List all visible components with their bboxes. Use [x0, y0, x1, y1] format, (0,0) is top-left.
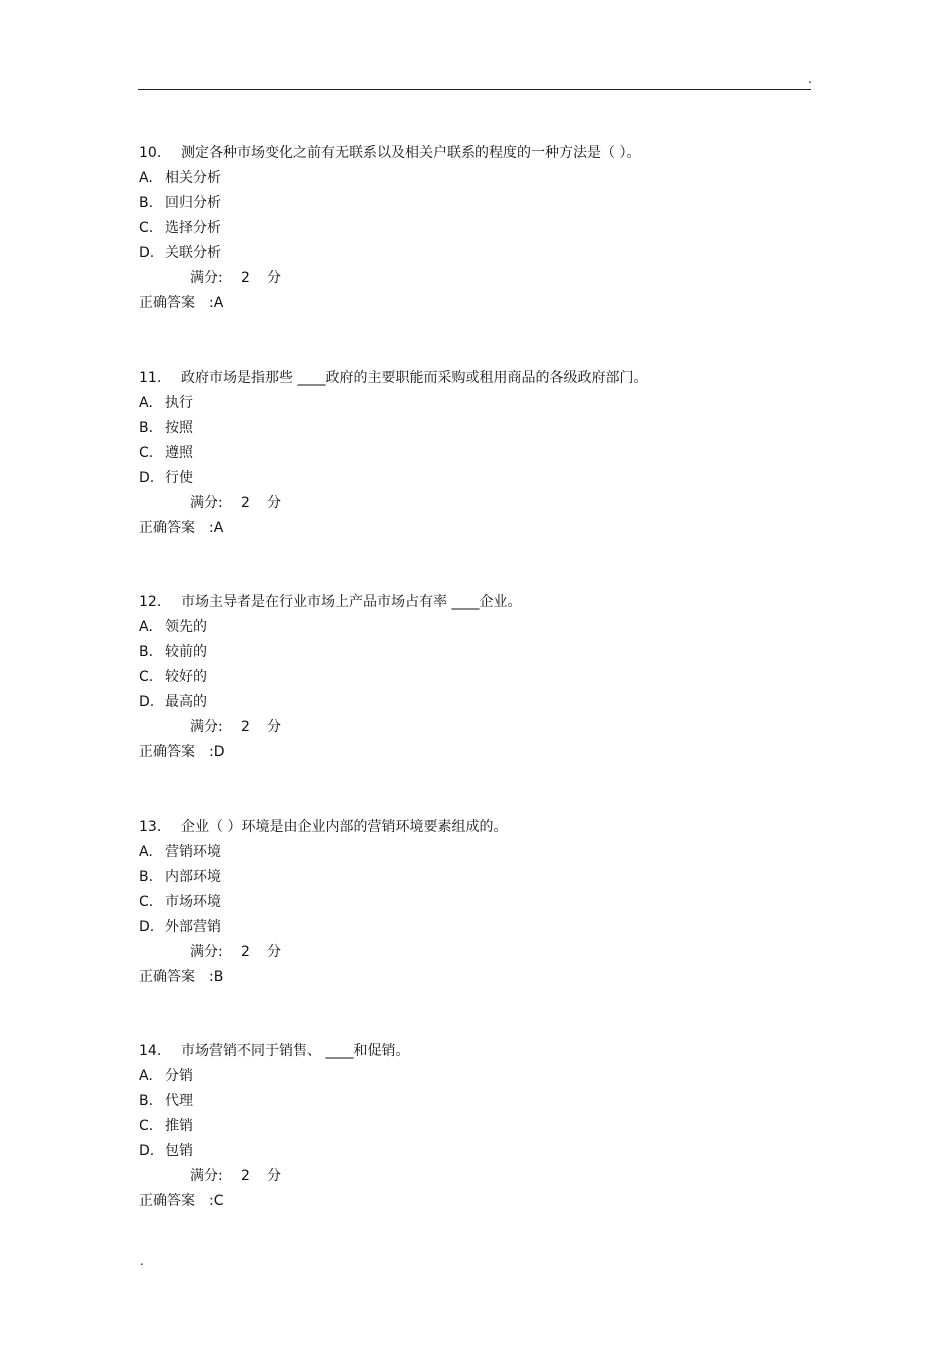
option-c: [139, 890, 819, 915]
option-text: 推销: [165, 1118, 193, 1134]
score-line: [139, 715, 819, 740]
score-value: 2: [241, 719, 250, 735]
option-letter: B.: [139, 869, 154, 885]
question-text: 市场主导者是在行业市场上产品市场占有率 ____企业。: [181, 594, 522, 610]
score-label: 满分:: [190, 270, 223, 286]
option-letter: A.: [139, 1068, 153, 1084]
option-letter: A.: [139, 619, 153, 635]
option-b: [139, 1089, 819, 1114]
option-text: 选择分析: [165, 220, 221, 236]
score-unit: 分: [267, 944, 281, 960]
option-letter: C.: [139, 894, 154, 910]
answer-label: 正确答案: [139, 969, 195, 985]
question-text: 政府市场是指那些 ____政府的主要职能而采购或租用商品的各级政府部门。: [181, 370, 648, 386]
score-unit: 分: [267, 495, 281, 511]
option-a: [139, 1064, 819, 1089]
question-stem: [139, 1039, 819, 1064]
option-text: 内部环境: [165, 869, 221, 885]
option-text: 外部营销: [165, 919, 221, 935]
option-letter: A.: [139, 395, 153, 411]
option-a: [139, 166, 819, 191]
answer-line: [139, 1189, 819, 1214]
score-value: 2: [241, 944, 250, 960]
score-value: 2: [241, 495, 250, 511]
option-letter: B.: [139, 644, 154, 660]
option-letter: C.: [139, 1118, 154, 1134]
option-d: [139, 241, 819, 266]
question-13: [139, 815, 819, 990]
question-stem: [139, 590, 819, 615]
option-a: [139, 615, 819, 640]
option-d: [139, 690, 819, 715]
question-number: 11.: [139, 370, 162, 386]
option-letter: D.: [139, 470, 155, 486]
option-text: 最高的: [165, 694, 207, 710]
question-text: 市场营销不同于销售、 ____和促销。: [181, 1043, 410, 1059]
header-rule: [138, 89, 811, 90]
option-letter: A.: [139, 844, 153, 860]
question-stem: [139, 815, 819, 840]
option-letter: D.: [139, 1143, 155, 1159]
footer-dot: .: [140, 1254, 144, 1268]
score-label: 满分:: [190, 1168, 223, 1184]
answer-value: :A: [209, 295, 224, 311]
option-d: [139, 915, 819, 940]
question-number: 10.: [139, 145, 162, 161]
option-b: [139, 640, 819, 665]
option-b: [139, 191, 819, 216]
answer-value: :D: [209, 744, 225, 760]
question-stem: [139, 141, 819, 166]
option-d: [139, 1139, 819, 1164]
answer-value: :A: [209, 520, 224, 536]
answer-label: 正确答案: [139, 744, 195, 760]
question-number: 12.: [139, 594, 162, 610]
score-line: [139, 940, 819, 965]
option-text: 分销: [165, 1068, 193, 1084]
option-text: 市场环境: [165, 894, 221, 910]
question-11: [139, 366, 819, 541]
score-value: 2: [241, 1168, 250, 1184]
score-line: [139, 491, 819, 516]
option-b: [139, 865, 819, 890]
option-letter: C.: [139, 669, 154, 685]
score-line: [139, 1164, 819, 1189]
option-text: 包销: [165, 1143, 193, 1159]
header-dot: .: [808, 72, 812, 86]
option-a: [139, 391, 819, 416]
score-unit: 分: [267, 719, 281, 735]
option-text: 较好的: [165, 669, 207, 685]
question-number: 13.: [139, 819, 162, 835]
score-label: 满分:: [190, 944, 223, 960]
answer-value: :C: [209, 1193, 224, 1209]
option-text: 遵照: [165, 445, 193, 461]
option-c: [139, 441, 819, 466]
question-10: [139, 141, 819, 316]
option-text: 相关分析: [165, 170, 221, 186]
option-text: 领先的: [165, 619, 207, 635]
option-c: [139, 216, 819, 241]
option-text: 回归分析: [165, 195, 221, 211]
question-14: [139, 1039, 819, 1214]
answer-value: :B: [209, 969, 224, 985]
score-value: 2: [241, 270, 250, 286]
option-text: 代理: [165, 1093, 193, 1109]
score-line: [139, 266, 819, 291]
question-text: 测定各种市场变化之前有无联系以及相关户联系的程度的一种方法是（ ）。: [181, 145, 641, 161]
answer-line: [139, 740, 819, 765]
option-letter: D.: [139, 694, 155, 710]
option-letter: B.: [139, 195, 154, 211]
question-number: 14.: [139, 1043, 162, 1059]
option-text: 按照: [165, 420, 193, 436]
option-c: [139, 1114, 819, 1139]
option-a: [139, 840, 819, 865]
option-letter: B.: [139, 420, 154, 436]
option-text: 关联分析: [165, 245, 221, 261]
option-letter: D.: [139, 919, 155, 935]
option-letter: C.: [139, 445, 154, 461]
question-text: 企业（ ）环境是由企业内部的营销环境要素组成的。: [181, 819, 508, 835]
question-stem: [139, 366, 819, 391]
option-text: 执行: [165, 395, 193, 411]
answer-label: 正确答案: [139, 295, 195, 311]
option-c: [139, 665, 819, 690]
option-text: 较前的: [165, 644, 207, 660]
option-text: 营销环境: [165, 844, 221, 860]
option-letter: A.: [139, 170, 153, 186]
score-label: 满分:: [190, 719, 223, 735]
score-unit: 分: [267, 1168, 281, 1184]
question-12: [139, 590, 819, 765]
option-text: 行使: [165, 470, 193, 486]
option-b: [139, 416, 819, 441]
answer-label: 正确答案: [139, 520, 195, 536]
answer-label: 正确答案: [139, 1193, 195, 1209]
answer-line: [139, 291, 819, 316]
option-d: [139, 466, 819, 491]
option-letter: D.: [139, 245, 155, 261]
option-letter: B.: [139, 1093, 154, 1109]
option-letter: C.: [139, 220, 154, 236]
answer-line: [139, 965, 819, 990]
score-label: 满分:: [190, 495, 223, 511]
score-unit: 分: [267, 270, 281, 286]
answer-line: [139, 516, 819, 541]
